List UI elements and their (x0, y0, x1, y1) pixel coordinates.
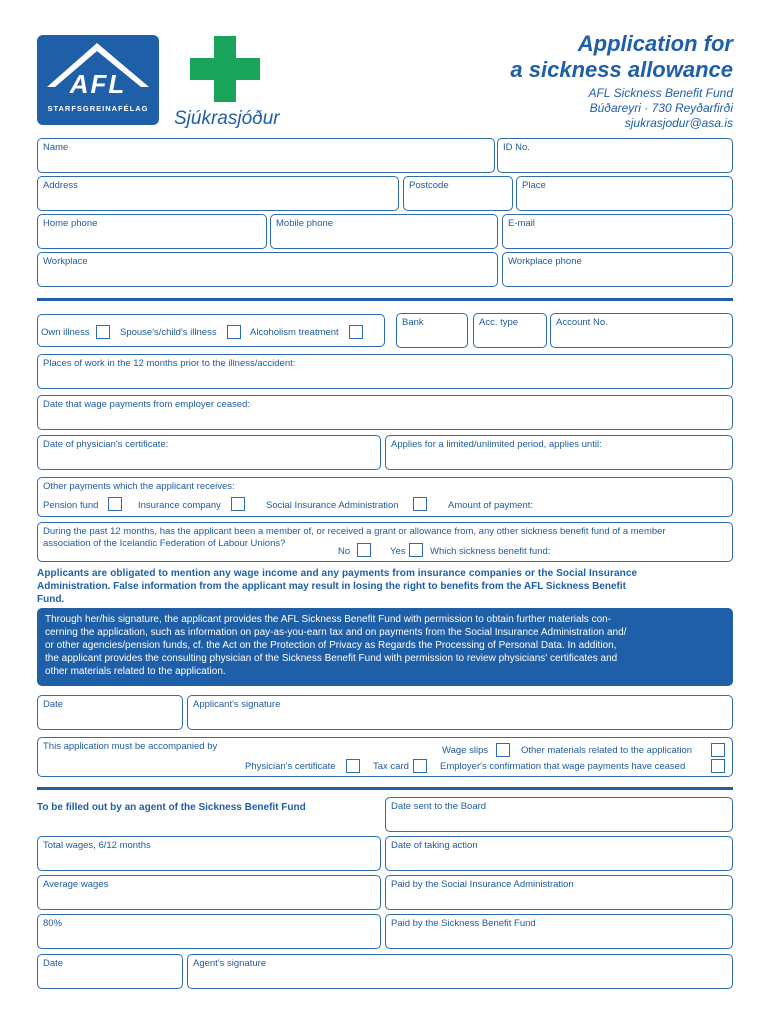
consent-line-5: other materials related to the application. (45, 666, 226, 677)
agent-signature-field[interactable] (187, 954, 733, 989)
own-illness-checkbox[interactable] (96, 325, 110, 339)
account-no-label: Account No. (556, 317, 608, 328)
date-sent-label: Date sent to the Board (391, 801, 487, 812)
agent-signature-label: Agent's signature (193, 958, 267, 969)
social-insurance-checkbox[interactable] (413, 497, 427, 511)
place-field[interactable] (516, 176, 733, 211)
amount-payment-label: Amount of payment: (448, 500, 534, 511)
accompanied-by-label: This application must be accompanied by (43, 741, 218, 752)
other-payments-box (37, 477, 733, 517)
fund-address-2: Búðareyri · 730 Reyðarfirði (589, 101, 733, 115)
period-label: Applies for a limited/unlimited period, applies until: (391, 439, 602, 450)
notice-line-3: Fund. (37, 594, 65, 605)
date-action-field[interactable] (385, 836, 733, 871)
no-checkbox[interactable] (357, 543, 371, 557)
postcode-label: Postcode (409, 180, 449, 191)
agent-heading: To be filled out by an agent of the Sickness Benefit Fund (37, 802, 306, 813)
workplace-field[interactable] (37, 252, 498, 287)
total-wages-field[interactable] (37, 836, 381, 871)
alcoholism-label: Alcoholism treatment (250, 327, 339, 338)
address-label: Address (43, 180, 78, 191)
applicant-signature-field[interactable] (187, 695, 733, 730)
bank-label: Bank (402, 317, 424, 328)
yes-checkbox[interactable] (409, 543, 423, 557)
workplace-phone-field[interactable] (502, 252, 733, 287)
green-cross-icon (190, 36, 260, 102)
membership-box (37, 522, 733, 562)
consent-line-4: the applicant provides the consulting physician of the Sickness Benefit Fund with permission to review physicians' certificates and (45, 653, 618, 664)
average-wages-field[interactable] (37, 875, 381, 910)
section-divider-1 (37, 298, 733, 301)
tax-card-label: Tax card (373, 761, 409, 772)
physician-date-field[interactable] (37, 435, 381, 470)
id-no-label: ID No. (503, 142, 530, 153)
employer-confirmation-label: Employer's confirmation that wage payments have ceased (440, 761, 686, 772)
mobile-phone-field[interactable] (270, 214, 498, 249)
attachments-box (37, 737, 733, 777)
physician-date-label: Date of physician's certificate: (43, 439, 169, 450)
logo-caption: STARFSGREINAFÉLAG (47, 104, 149, 113)
notice-line-2: Administration. False information from the applicant may result in losing the right to benefits from the AFL Sickness Benefit (37, 581, 626, 592)
paid-sia-label: Paid by the Social Insurance Administration (391, 879, 574, 890)
email-field[interactable] (502, 214, 733, 249)
consent-line-1: Through her/his signature, the applicant provides the AFL Sickness Benefit Fund with permission to obtain further materials con- (45, 614, 612, 625)
social-insurance-label: Social Insurance Administration (266, 500, 399, 511)
illness-type-box (37, 314, 385, 347)
fund-name: Sjúkrasjóður (174, 108, 280, 129)
mobile-phone-label: Mobile phone (276, 218, 334, 229)
places-of-work-field[interactable] (37, 354, 733, 389)
acc-type-label: Acc. type (479, 317, 519, 328)
bank-field[interactable] (396, 313, 468, 348)
afl-logo (37, 35, 159, 125)
paid-fund-label: Paid by the Sickness Benefit Fund (391, 918, 536, 929)
tax-card-checkbox[interactable] (413, 759, 427, 773)
yes-label: Yes (390, 546, 406, 557)
logo-text: AFL (69, 69, 127, 99)
insurance-company-label: Insurance company (138, 500, 221, 511)
place-label: Place (522, 180, 546, 191)
which-fund-label: Which sickness benefit fund: (430, 546, 551, 557)
agent-date-label: Date (43, 958, 64, 969)
consent-panel (37, 608, 733, 686)
period-field[interactable] (385, 435, 733, 470)
physician-cert-checkbox[interactable] (346, 759, 360, 773)
workplace-label: Workplace (43, 256, 88, 267)
alcoholism-checkbox[interactable] (349, 325, 363, 339)
page-title-line1: Application for (577, 31, 733, 56)
membership-question-2: association of the Icelandic Federation of Labour Unions? (43, 538, 286, 549)
date-action-label: Date of taking action (391, 840, 478, 851)
pension-fund-label: Pension fund (43, 500, 99, 511)
other-materials-checkbox[interactable] (711, 743, 725, 757)
fund-address-1: AFL Sickness Benefit Fund (588, 86, 733, 100)
pension-fund-checkbox[interactable] (108, 497, 122, 511)
page-title-line2: a sickness allowance (510, 57, 733, 82)
other-materials-label: Other materials related to the application (521, 745, 693, 756)
no-label: No (338, 546, 351, 557)
spouse-child-checkbox[interactable] (227, 325, 241, 339)
section-divider-2 (37, 787, 733, 790)
paid-sia-field[interactable] (385, 875, 733, 910)
insurance-company-checkbox[interactable] (231, 497, 245, 511)
membership-question-1: During the past 12 months, has the applicant been a member of, or received a grant or allowance from, any other sickness benefit fund of a member (43, 526, 666, 537)
percent80-field[interactable] (37, 914, 381, 949)
applicant-date-field[interactable] (37, 695, 183, 730)
id-no-field[interactable] (497, 138, 733, 173)
wage-slips-checkbox[interactable] (496, 743, 510, 757)
own-illness-label: Own illness (41, 327, 90, 338)
agent-date-field[interactable] (37, 954, 183, 989)
date-sent-field[interactable] (385, 797, 733, 832)
workplace-phone-label: Workplace phone (508, 256, 582, 267)
name-label: Name (43, 142, 69, 153)
fund-email: sjukrasjodur@asa.is (624, 116, 733, 130)
total-wages-label: Total wages, 6/12 months (43, 840, 151, 851)
wage-ceased-field[interactable] (37, 395, 733, 430)
account-no-field[interactable] (550, 313, 733, 348)
applicant-date-label: Date (43, 699, 64, 710)
spouse-child-label: Spouse's/child's illness (120, 327, 217, 338)
acc-type-field[interactable] (473, 313, 547, 348)
email-label: E-mail (508, 218, 535, 229)
name-field[interactable] (37, 138, 495, 173)
postcode-field[interactable] (403, 176, 513, 211)
places-of-work-label: Places of work in the 12 months prior to the illness/accident: (43, 358, 296, 369)
home-phone-field[interactable] (37, 214, 267, 249)
physician-cert-label: Physician's certificate (245, 761, 336, 772)
employer-confirmation-checkbox[interactable] (711, 759, 725, 773)
wage-slips-label: Wage slips (442, 745, 489, 756)
paid-fund-field[interactable] (385, 914, 733, 949)
wage-ceased-label: Date that wage payments from employer ceased: (43, 399, 250, 410)
consent-line-3: or other agencies/pension funds, cf. the Act on the Protection of Privacy as Regards the Processing of Personal Data. In addition, (45, 640, 617, 651)
applicant-signature-label: Applicant's signature (193, 699, 281, 710)
home-phone-label: Home phone (43, 218, 98, 229)
notice-line-1: Applicants are obligated to mention any wage income and any payments from insurance companies or the Social Insurance (37, 568, 638, 579)
address-field[interactable] (37, 176, 399, 211)
other-payments-label: Other payments which the applicant receives: (43, 481, 235, 492)
consent-line-2: cerning the application, such as information on pay-as-you-earn tax and on payments from the Social Insurance Administration and/ (45, 627, 627, 638)
percent80-label: 80% (43, 918, 63, 929)
average-wages-label: Average wages (43, 879, 109, 890)
